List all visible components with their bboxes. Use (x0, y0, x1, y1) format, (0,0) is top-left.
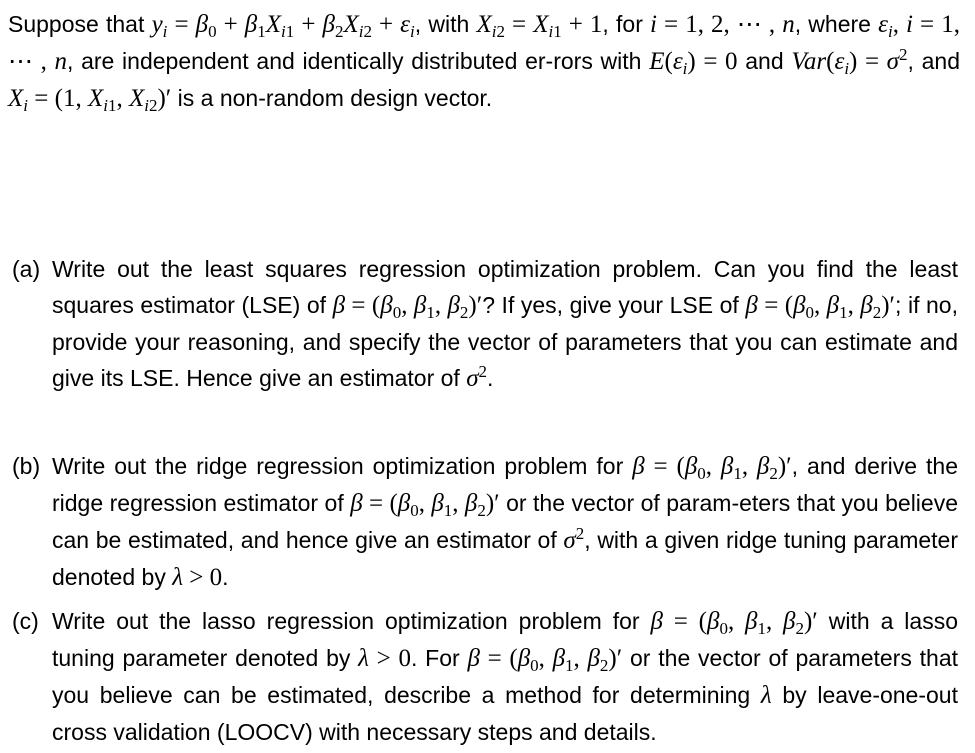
setup-text: Suppose that (8, 11, 152, 37)
sigma-squared-math: $\sigma^2$ (563, 524, 585, 554)
part-c-label: (c) (12, 608, 39, 634)
design-vector-math: $X_i = (1$, $X_{i1}$, $X_{i2})'$ (8, 85, 172, 115)
part-c-text-segment: with a lasso tuning parameter denoted by (52, 608, 959, 671)
model-equation: $y_i = \beta_0 + \beta_1X_{i1} + \beta_2X_{i2} + \varepsilon_i$ (151, 11, 415, 41)
setup-text: , are independent and identically distributed er-rors with (66, 48, 650, 74)
part-c-text-segment: . For (410, 645, 468, 671)
lambda-math: λ (760, 682, 772, 709)
part-a-text (52, 251, 958, 397)
error-terms-math: $\varepsilon_i$, i = 1, ⋯ , n (8, 11, 960, 75)
beta-vector-math: $\beta = (\beta_0$, $\beta_1$, $\beta_2)'$ (467, 645, 623, 675)
question-part-c (12, 603, 958, 750)
part-a-text-segment: ? If yes, give your LSE of (482, 292, 746, 318)
part-a-text-segment: ; if no, provide your reasoning, and specify the vector of parameters that you can estimate and give its LSE. Hence give an estimator of (52, 292, 958, 391)
problem-setup-paragraph (8, 6, 960, 117)
part-c-text (52, 603, 958, 750)
lambda-positive-math: λ > 0 (172, 564, 223, 591)
setup-text: , where (794, 11, 879, 37)
beta-vector-math: $\beta = (\beta_0$, $\beta_1$, $\beta_2)'$ (350, 490, 500, 520)
beta-vector-math: $\beta = (\beta_0$, $\beta_1$, $\beta_2)'$ (632, 453, 792, 483)
part-a-text-segment: . (487, 365, 494, 391)
sigma-squared-math: $\sigma^2$ (466, 362, 488, 392)
part-b-text-segment: or the vector of param-eters that you believe can be estimated, and hence give an estimator of (52, 490, 959, 553)
part-b-text-segment: , and derive the ridge regression estimator of (52, 453, 958, 516)
setup-text: is a non-random design vector. (171, 85, 493, 111)
part-b-label: (b) (12, 453, 41, 479)
beta-vector-math: $\beta = (\beta_0$, $\beta_1$, $\beta_2)'$ (332, 292, 483, 322)
part-b-text-segment: Write out the ridge regression optimization problem for (52, 453, 633, 479)
part-c-text-segment: Write out the lasso regression optimization problem for (52, 608, 651, 634)
index-range-math: i = 1, 2, ⋯ , n (650, 11, 795, 38)
setup-text: , for (602, 11, 651, 37)
part-c-text-segment: or the vector of parameters that you believe can be estimated, describe a method for determining (52, 645, 958, 708)
setup-text: , and (907, 48, 961, 74)
part-a-text-segment: Write out the least squares regression optimization problem. Can you find the least squares estimator (LSE) of (52, 256, 958, 318)
part-b-text-segment: , with a given ridge tuning parameter denoted by (52, 527, 958, 590)
beta-vector-math: $\beta = (\beta_0$, $\beta_1$, $\beta_2)'$ (650, 608, 818, 638)
question-part-a (12, 251, 958, 397)
part-c-text-segment: by leave-one-out cross validation (LOOCV) with necessary steps and details. (52, 682, 958, 745)
error-variance-math: $Var(\varepsilon_i) = \sigma^2$ (791, 45, 908, 78)
collinearity-equation: $X_{i2} = X_{i1} + 1$ (476, 11, 603, 41)
part-b-text-segment: . (222, 564, 229, 590)
part-b-text (52, 448, 958, 596)
question-part-b (12, 448, 958, 596)
error-mean-math: $E(\varepsilon_i) = 0$ (649, 48, 738, 78)
setup-text: , with (414, 11, 477, 37)
part-a-label: (a) (12, 256, 41, 282)
setup-text: and (737, 48, 792, 74)
lambda-positive-math: λ > 0 (358, 645, 411, 672)
beta-vector-math: $\beta = (\beta_0$, $\beta_1$, $\beta_2)'$ (745, 292, 896, 322)
